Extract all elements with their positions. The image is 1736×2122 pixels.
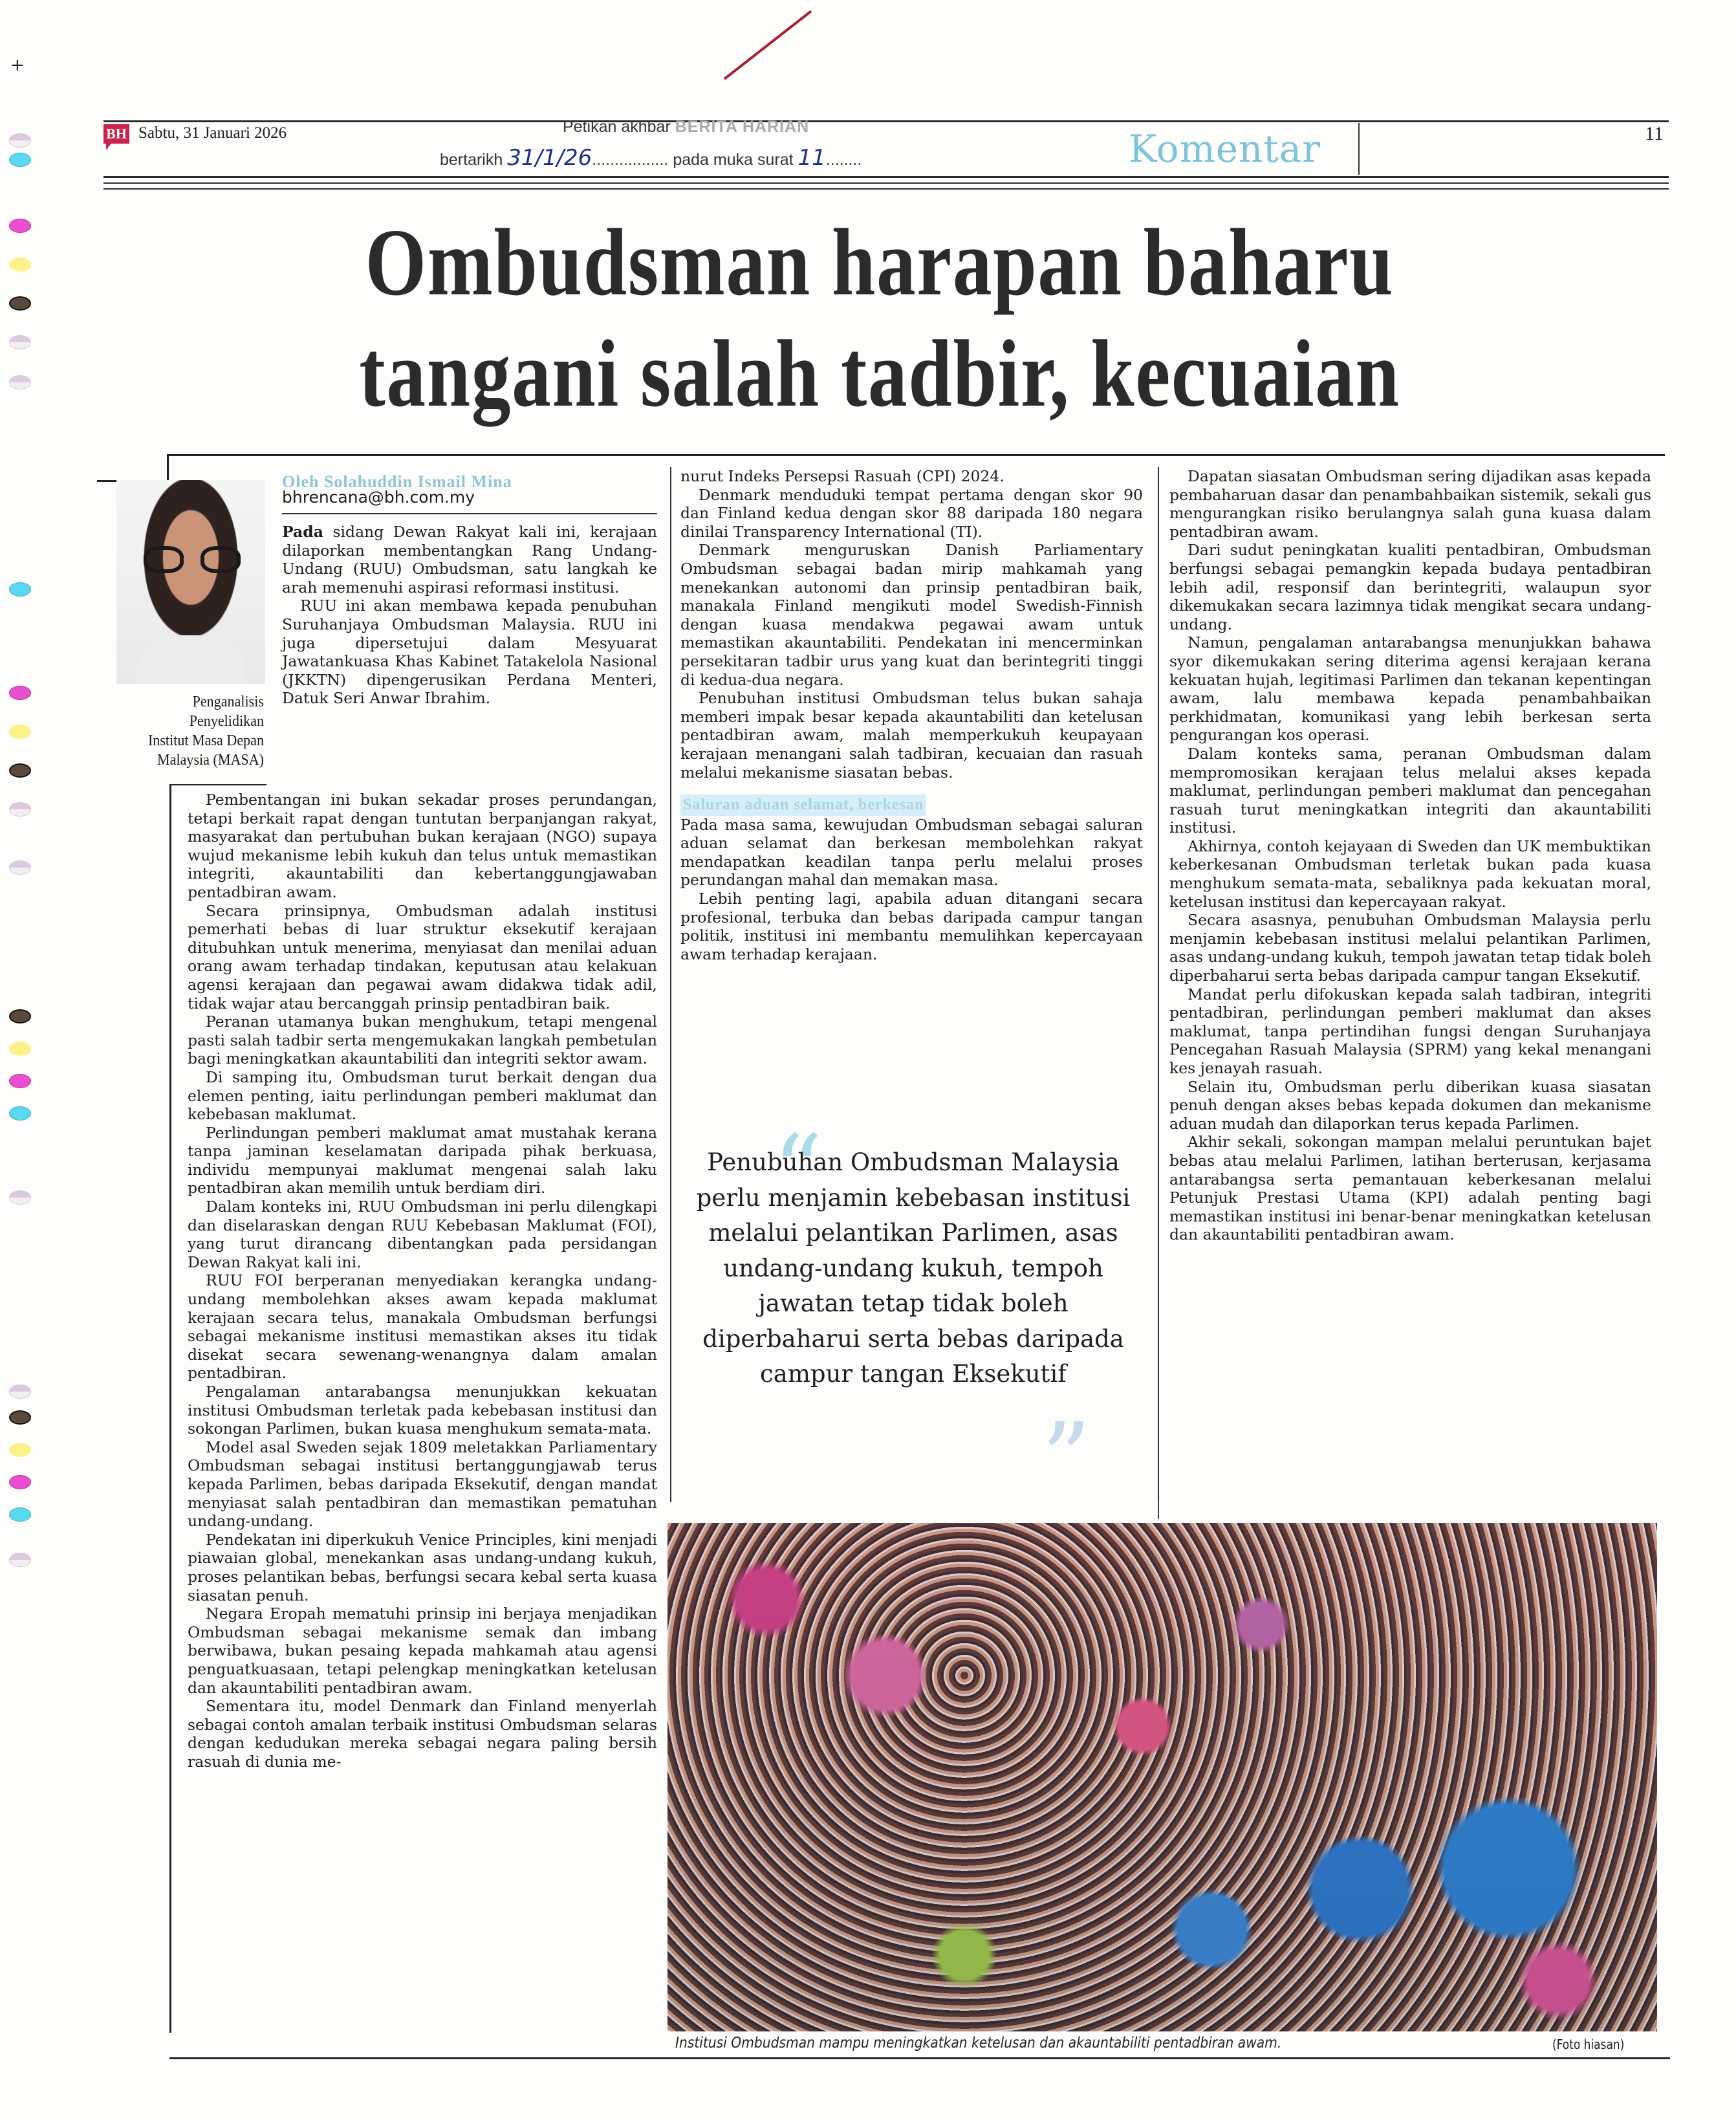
- close-quote-icon: ”: [1041, 1403, 1091, 1515]
- column-1-body: [188, 791, 657, 1771]
- page-label: pada muka surat: [673, 151, 794, 169]
- crowd-photo: [667, 1523, 1657, 2031]
- section-divider: [1358, 123, 1360, 175]
- column-rule-2: [1158, 467, 1159, 1502]
- registration-dot-yellow: [9, 725, 31, 739]
- handwritten-page: 11: [797, 145, 826, 171]
- byline: Oleh Solahuddin Ismail Mina: [282, 472, 512, 491]
- paragraph: Selain itu, Ombudsman perlu diberikan kuasa siasatan penuh dengan akses bebas kepada dokumen dan mekanisme aduan mudah dan dilaporkan terus kepada Parlimen.: [1169, 1077, 1651, 1133]
- column-rule-tick: [1158, 1502, 1159, 1519]
- bh-logo: BH: [103, 124, 129, 144]
- column-rule-1: [670, 467, 671, 1502]
- registration-dot-split: [9, 375, 31, 389]
- registration-dot-split: [9, 802, 31, 816]
- paragraph: Dapatan siasatan Ombudsman sering dijadikan asas kepada pembaharuan dasar dan penambahbaikan sistemik, sekali gus mengurangkan risiko berulangnya salah guna kuasa dalam pentadbiran awam.: [1169, 467, 1651, 541]
- author-email[interactable]: bhrencana@bh.com.my: [282, 488, 475, 507]
- paragraph: Denmark menguruskan Danish Parliamentary Ombudsman sebagai badan mirip mahkamah yang menekankan autonomi dan prinsip pentadbiran baik, manakala Finland mengikuti model Swedish-Finnish dengan kuasa mendakwa pegawai awam untuk memastikan akauntabiliti. Pendekatan ini mencerminkan persekitaran tadbir urus yang kuat dan berintegriti tinggi di kedua-dua negara.: [680, 541, 1143, 689]
- author-title: Penganalisis Penyelidikan Institut Masa Depan Malaysia (MASA): [147, 694, 264, 769]
- registration-dot-split: [9, 1553, 31, 1567]
- header-rule-bottom-2: [103, 182, 1669, 184]
- header-rule-bottom-1: [103, 176, 1669, 178]
- registration-dot-split: [9, 1190, 31, 1205]
- column-1-intro: [282, 523, 657, 708]
- paragraph: Pembentangan ini bukan sekadar proses perundangan, tetapi berkait rapat dengan tuntutan berpanjangan rakyat, masyarakat dan pertubuhan bukan kerajaan (NGO) supaya wujud mekanisme lebih kukuh dan telus untuk memastikan integriti, akauntabiliti dan kebertanggungjawaban pentadbiran awam.: [188, 791, 657, 901]
- paragraph: Dalam konteks ini, RUU Ombudsman ini perlu dilengkapi dan diselaraskan dengan RUU Kebebasan Maklumat (FOI), yang turut dirancang dibentangkan pada persidangan Dewan Rakyat kali ini.: [188, 1198, 657, 1271]
- header-rule-top: [103, 120, 1669, 122]
- paragraph: Pendekatan ini diperkukuh Venice Principles, kini menjadi piawaian global, menekankan asas undang-undang kukuh, proses pelantikan bebas, berfungsi secara kebal serta kuasa siasatan penuh.: [188, 1530, 657, 1604]
- registration-dot-black: [9, 1410, 31, 1425]
- column-2: [680, 467, 1143, 963]
- registration-dot-split: [9, 860, 31, 875]
- paragraph: Akhir sekali, sokongan mampan melalui peruntukan bajet bebas atau melalui Parlimen, latihan berterusan, kerjasama antarabangsa serta pemantauan keberkesanan melalui Petunjuk Prestasi Utama (KPI) adalah penting bagi memastikan institusi ini benar-benar meningkatkan ketelusan dan akauntabiliti pentadbiran awam.: [1169, 1133, 1651, 1244]
- paragraph: Secara asasnya, penubuhan Ombudsman Malaysia perlu menjamin kebebasan institusi melalui pelantikan Parlimen, asas undang-undang kukuh, tempoh jawatan tetap tidak boleh diperbaharui serta bebas daripada campur tangan Eksekutif.: [1169, 911, 1651, 985]
- headline: [328, 207, 1431, 430]
- lead-word: Pada: [282, 523, 323, 541]
- header-rule-bottom-3: [103, 188, 1669, 190]
- registration-dot-yellow: [9, 1042, 31, 1056]
- registration-dot-black: [9, 763, 31, 778]
- lead-paragraph: Pada sidang Dewan Rakyat kali ini, kerajaan dilaporkan membentangkan Rang Undang-Undang (RUU) Ombudsman, satu langkah ke arah memenuhi aspirasi reformasi institusi.: [282, 523, 657, 596]
- clipping-stamp-line2: bertarikh 31/1/26................. pada muka surat 11........: [440, 145, 862, 171]
- article-frame-left-lower: [169, 784, 171, 2033]
- registration-dot-split: [9, 335, 31, 349]
- article-frame-left: [167, 454, 169, 480]
- paragraph: Peranan utamanya bukan menghukum, tetapi mengenal pasti salah tadbir serta mengemukakan langkah pembetulan bagi meningkatkan akauntabiliti dan integriti sektor awam.: [188, 1012, 657, 1068]
- article-frame-top: [167, 454, 1665, 456]
- paragraph: Denmark menduduki tempat pertama dengan skor 90 dan Finland kedua dengan skor 88 daripada 180 negara dinilai Transparency International (TI).: [680, 485, 1143, 541]
- paragraph: Dari sudut peningkatan kualiti pentadbiran, Ombudsman berfungsi sebagai pemangkin kepada budaya pentadbiran lebih adil, responsif dan berintegriti, walaupun syor dikemukakan secara lazimnya tidak mengikat secara undang-undang.: [1169, 541, 1651, 633]
- issue-date: Sabtu, 31 Januari 2026: [138, 124, 287, 142]
- paragraph: RUU ini akan membawa kepada penubuhan Suruhanjaya Ombudsman Malaysia. RUU ini juga dipersetujui dalam Mesyuarat Jawatankuasa Khas Kabinet Tatakelola Nasional (JKKTN) dipengerusikan Perdana Menteri, Datuk Seri Anwar Ibrahim.: [282, 596, 657, 708]
- handwritten-date: 31/1/26: [507, 145, 592, 171]
- registration-dot-yellow: [9, 1443, 31, 1457]
- subheading: Saluran aduan selamat, berkesan: [680, 794, 926, 816]
- registration-dot-cyan: [9, 1507, 31, 1522]
- clipping-stamp-line1: [563, 118, 809, 137]
- registration-dot-cyan: [9, 153, 31, 167]
- registration-dot-magenta: [9, 686, 31, 700]
- registration-dot-black: [9, 1009, 31, 1023]
- article-frame-bottom: [169, 2057, 1670, 2059]
- page-number: 11: [1645, 123, 1664, 144]
- registration-dot-split: [9, 133, 31, 148]
- crop-mark-icon: +: [10, 56, 25, 75]
- paragraph: Negara Eropah mematuhi prinsip ini berjaya menjadikan Ombudsman sebagai mekanisme semak dan imbang berwibawa, bukan pesaing kepada mahkamah atau agensi penguatkuasaan, tetapi pelengkap meningkatkan ketelusan dan akauntabiliti pentadbiran awam.: [188, 1604, 657, 1697]
- registration-dot-cyan: [9, 582, 31, 596]
- registration-dot-yellow: [9, 257, 31, 272]
- paragraph: Pengalaman antarabangsa menunjukkan kekuatan institusi Ombudsman terletak pada kebebasan institusi dan sokongan Parlimen, bukan kuasa menghukum semata-mata.: [188, 1383, 657, 1438]
- glasses: [144, 546, 241, 574]
- registration-dot-magenta: [9, 1074, 31, 1088]
- author-box-rule-bottom: [169, 784, 266, 785]
- photo-caption: Institusi Ombudsman mampu meningkatkan ketelusan dan akauntabiliti pentadbiran awam.: [675, 2035, 1282, 2051]
- dated-label: bertarikh: [440, 151, 503, 169]
- author-photo: [116, 480, 265, 684]
- clipping-label: Petikan akhbar: [563, 118, 671, 136]
- paragraph: RUU FOI berperanan menyediakan kerangka undang-undang membolehkan akses awam kepada maklumat kerajaan secara telus, manakala Ombudsman berfungsi sebagai mekanisme institusi memastikan akses itu tidak disekat secara sewenang-wenangnya dalam amalan pentadbiran.: [188, 1271, 657, 1383]
- paragraph: Perlindungan pemberi maklumat amat mustahak kerana tanpa jaminan keselamatan daripada pihak berkuasa, individu mempunyai maklumat mengenai salah laku pentadbiran akan memilih untuk berdiam diri.: [188, 1123, 657, 1198]
- headline-line-1: Ombudsman harapan baharu: [365, 210, 1394, 316]
- pull-quote: Penubuhan Ombudsman Malaysia perlu menjamin kebebasan institusi melalui pelantikan Parlimen, asas undang-undang kukuh, tempoh jawatan tetap tidak boleh diperbaharui serta bebas daripada campur tangan Eksekutif: [696, 1148, 1131, 1388]
- registration-dot-magenta: [9, 1475, 31, 1489]
- registration-dot-split: [9, 1384, 31, 1399]
- clipping-paper: BERITA HARIAN: [675, 118, 810, 136]
- paragraph-continuation: nurut Indeks Persepsi Rasuah (CPI) 2024.: [680, 467, 1004, 485]
- registration-dot-cyan: [9, 1106, 31, 1121]
- registration-dot-magenta: [9, 219, 31, 233]
- headline-line-2: tangani salah tadbir, kecuaian: [359, 321, 1400, 427]
- open-quote-icon: “: [773, 1115, 823, 1227]
- registration-dot-black: [9, 296, 31, 311]
- paragraph: Model asal Sweden sejak 1809 meletakkan Parliamentary Ombudsman sebagai institusi bertanggungjawab terus kepada Parlimen, bebas daripada Eksekutif, dengan mandat menyiasat salah pentadbiran dan memastikan pematuhan undang-undang.: [188, 1438, 657, 1531]
- paragraph: Mandat perlu difokuskan kepada salah tadbiran, integriti pentadbiran, perlindungan pemberi maklumat dan akses maklumat, tanpa pertindihan fungsi dengan Suruhanjaya Pencegahan Rasuah Malaysia (SPRM) yang kekal menangani kes jenayah rasuah.: [1169, 985, 1651, 1077]
- paragraph: Sementara itu, model Denmark dan Finland menyerlah sebagai contoh amalan terbaik institusi Ombudsman selaras dengan kedudukan mereka sebagai negara paling bersih rasuah di dunia me-: [188, 1697, 657, 1771]
- paragraph: Secara prinsipnya, Ombudsman adalah institusi pemerhati bebas di luar struktur eksekutif kerajaan ditubuhkan untuk menerima, menyiasat dan menilai aduan orang awam terhadap tindakan, keputusan atau kelakuan agensi kerajaan dan pegawai awam didakwa tidak adil, tidak wajar atau bercanggah prinsip pentadbiran baik.: [188, 901, 657, 1012]
- pen-mark: [724, 10, 812, 80]
- paragraph: Dalam konteks sama, peranan Ombudsman dalam mempromosikan kerajaan telus melalui akses kepada maklumat, perlindungan pemberi maklumat dan pencegahan rasuah turut meningkatkan integriti dan akauntabiliti institusi.: [1169, 744, 1651, 837]
- paragraph: Di samping itu, Ombudsman turut berkait dengan dua elemen penting, iaitu perlindungan pemberi maklumat dan kebebasan maklumat.: [188, 1067, 657, 1124]
- byline-rule: [282, 513, 657, 514]
- column-3: [1169, 467, 1651, 1244]
- paragraph: Namun, pengalaman antarabangsa menunjukkan bahawa syor dikemukakan sering diterima agensi kerajaan kerana kekuatan hujah, legitimasi Parlimen dan tekanan kepentingan awam, lalu membawa kepada penambahbaikan perkhidmatan, komunikasi yang lebih berkesan serta pengurangan kos operasi.: [1169, 633, 1651, 745]
- paragraph: Penubuhan institusi Ombudsman telus bukan sahaja memberi impak besar kepada akauntabiliti dan ketelusan pentadbiran awam, malah memperkukuh keupayaan kerajaan menangani salah tadbiran, kecuaian dan rasuah melalui mekanisme siasatan bebas.: [680, 689, 1143, 782]
- paragraph: Lebih penting lagi, apabila aduan ditangani secara profesional, terbuka dan bebas daripada campur tangan politik, institusi ini membantu memulihkan kepercayaan awam terhadap kerajaan.: [680, 890, 1143, 963]
- photo-credit: (Foto hiasan): [1552, 2037, 1625, 2052]
- paragraph: Akhirnya, contoh kejayaan di Sweden dan UK membuktikan keberkesanan Ombudsman terletak bukan pada kuasa menghukum semata-mata, sebaliknya pada kekuatan moral, ketelusan institusi dan kepercayaan rakyat.: [1169, 837, 1651, 911]
- section-title: Komentar: [1129, 127, 1321, 171]
- paragraph: Pada masa sama, kewujudan Ombudsman sebagai saluran aduan selamat dan berkesan membolehkan rakyat mendapatkan keadilan tanpa perlu melalui proses perundangan mahal dan memakan masa.: [680, 815, 1143, 890]
